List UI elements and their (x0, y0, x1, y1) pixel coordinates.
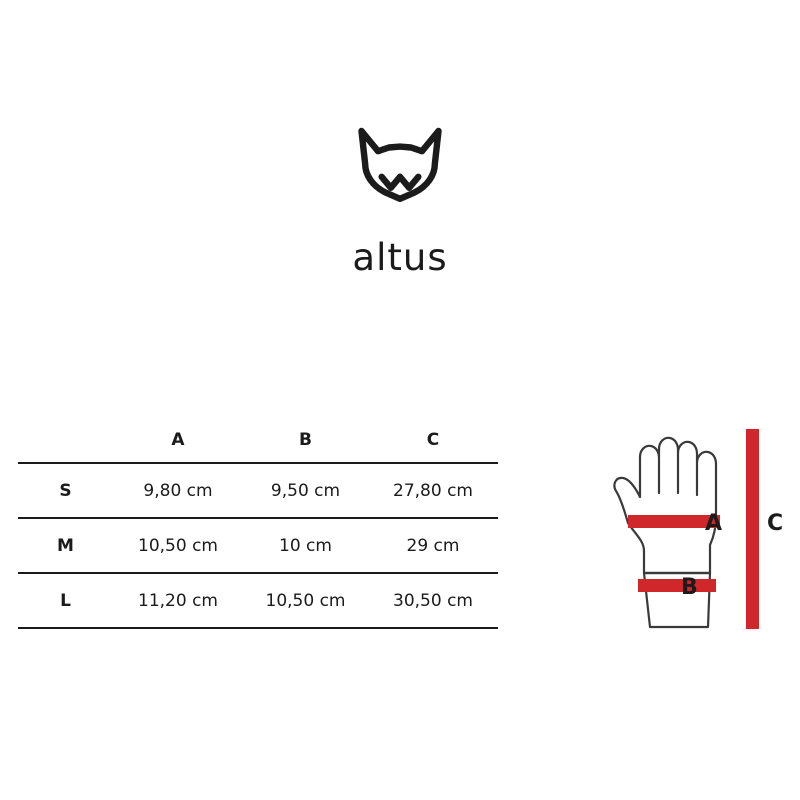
table-body (18, 463, 498, 628)
glove-measurement-icon (550, 405, 790, 665)
cell-a: 11,20 cm (113, 573, 243, 628)
dimension-label-b: B (681, 575, 698, 600)
size-chart-table (18, 418, 498, 629)
cell-c: 30,50 cm (368, 573, 498, 628)
column-header-c: C (426, 430, 440, 450)
dimension-label-a: A (705, 511, 723, 536)
table-header (18, 418, 498, 463)
cell-b: 10,50 cm (243, 573, 368, 628)
brand-block (0, 120, 800, 279)
table-header-row (18, 418, 498, 463)
table-row (18, 573, 498, 628)
dimension-label-c: C (767, 511, 784, 536)
cell-b: 9,50 cm (243, 463, 368, 518)
brand-name: altus (352, 236, 448, 279)
table-row (18, 463, 498, 518)
cell-size: M (18, 518, 113, 573)
column-header-size (18, 418, 113, 463)
cell-c: 29 cm (368, 518, 498, 573)
cell-size: S (18, 463, 113, 518)
cell-a: 9,80 cm (113, 463, 243, 518)
cell-b: 10 cm (243, 518, 368, 573)
fox-head-icon (345, 120, 455, 230)
cell-c: 27,80 cm (368, 463, 498, 518)
column-header-b: B (299, 430, 312, 450)
column-header-a: A (171, 430, 185, 450)
glove-measurement-diagram (550, 405, 790, 665)
cell-size: L (18, 573, 113, 628)
cell-a: 10,50 cm (113, 518, 243, 573)
table-row (18, 518, 498, 573)
